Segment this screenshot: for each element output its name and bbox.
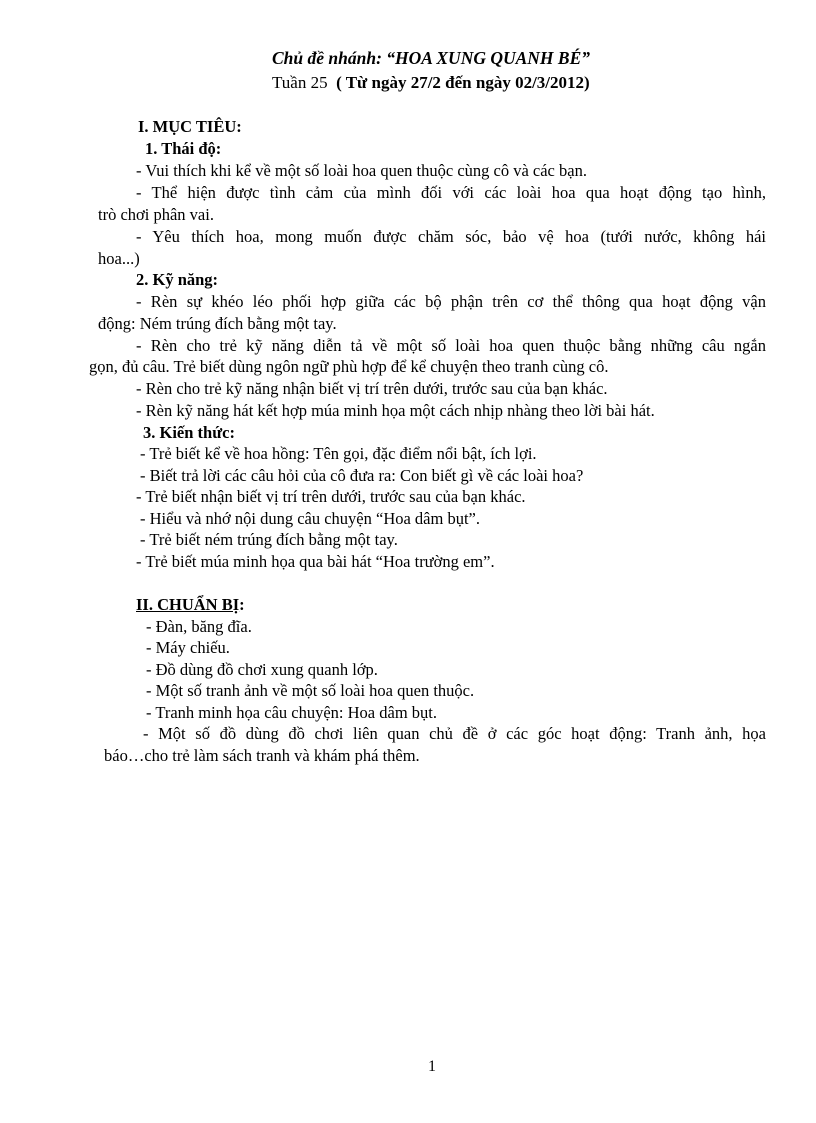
page-title [272,48,590,68]
knowledge-heading: 3. Kiến thức: [143,423,235,442]
prep-item-4: - Một số tranh ảnh về một số loài hoa quen thuộc. [146,681,475,700]
page-number: 1 [428,1058,436,1075]
attitude-item-4: - Yêu thích hoa, mong muốn được chăm sóc, bảo vệ hoa (tưới nước, không hái [136,227,766,246]
skills-item-3: - Rèn cho trẻ kỹ năng diễn tả về một số loài hoa quen thuộc bằng những câu ngắn [136,336,766,355]
prep-item-5: - Tranh minh họa câu chuyện: Hoa dâm bụt. [146,703,437,722]
section2-heading-colon: : [239,595,245,614]
attitude-item-3: trò chơi phân vai. [98,205,214,224]
attitude-item-5: hoa...) [98,249,140,268]
prep-item-7: báo…cho trẻ làm sách tranh và khám phá thêm. [104,746,420,765]
skills-item-2: động: Ném trúng đích bằng một tay. [98,314,337,333]
prep-item-2: - Máy chiếu. [146,638,230,657]
section2-heading-text: II. CHUẨN BỊ [136,595,240,614]
section2-heading [136,595,245,615]
attitude-item-2: - Thể hiện được tình cảm của mình đối với các loài hoa qua hoạt động tạo hình, [136,183,766,202]
knowledge-item-6: - Trẻ biết múa minh họa qua bài hát “Hoa trường em”. [136,552,495,571]
week-line [272,73,590,93]
knowledge-item-1: - Trẻ biết kể về hoa hồng: Tên gọi, đặc điểm nổi bật, ích lợi. [140,444,537,463]
attitude-heading: 1. Thái độ: [145,139,222,158]
week-label: Tuần 25 [272,73,328,92]
title-topic: “HOA XUNG QUANH BÉ” [386,48,591,68]
skills-heading: 2. Kỹ năng: [136,270,219,289]
skills-item-5: - Rèn cho trẻ kỹ năng nhận biết vị trí trên dưới, trước sau của bạn khác. [136,379,608,398]
attitude-item-1: - Vui thích khi kể về một số loài hoa quen thuộc cùng cô và các bạn. [136,161,587,180]
title-prefix: Chủ đề nhánh: [272,48,387,68]
skills-item-6: - Rèn kỹ năng hát kết hợp múa minh họa một cách nhịp nhàng theo lời bài hát. [136,401,655,420]
knowledge-item-2: - Biết trả lời các câu hỏi của cô đưa ra: Con biết gì về các loài hoa? [140,466,584,485]
knowledge-item-5: - Trẻ biết ném trúng đích bằng một tay. [140,530,398,549]
section1-heading: I. MỤC TIÊU: [138,117,242,136]
skills-item-1: - Rèn sự khéo léo phối hợp giữa các bộ phận trên cơ thể thông qua hoạt động vận [136,292,766,311]
prep-item-1: - Đàn, băng đĩa. [146,617,252,636]
week-dates: ( Từ ngày 27/2 đến ngày 02/3/2012) [336,73,590,92]
prep-item-6: - Một số đồ dùng đồ chơi liên quan chủ đề ở các góc hoạt động: Tranh ảnh, họa [143,724,766,743]
knowledge-item-3: - Trẻ biết nhận biết vị trí trên dưới, trước sau của bạn khác. [136,487,526,506]
knowledge-item-4: - Hiểu và nhớ nội dung câu chuyện “Hoa dâm bụt”. [140,509,480,528]
prep-item-3: - Đồ dùng đồ chơi xung quanh lớp. [146,660,378,679]
skills-item-4: gọn, đủ câu. Trẻ biết dùng ngôn ngữ phù hợp để kể chuyện theo tranh cùng cô. [89,357,609,376]
